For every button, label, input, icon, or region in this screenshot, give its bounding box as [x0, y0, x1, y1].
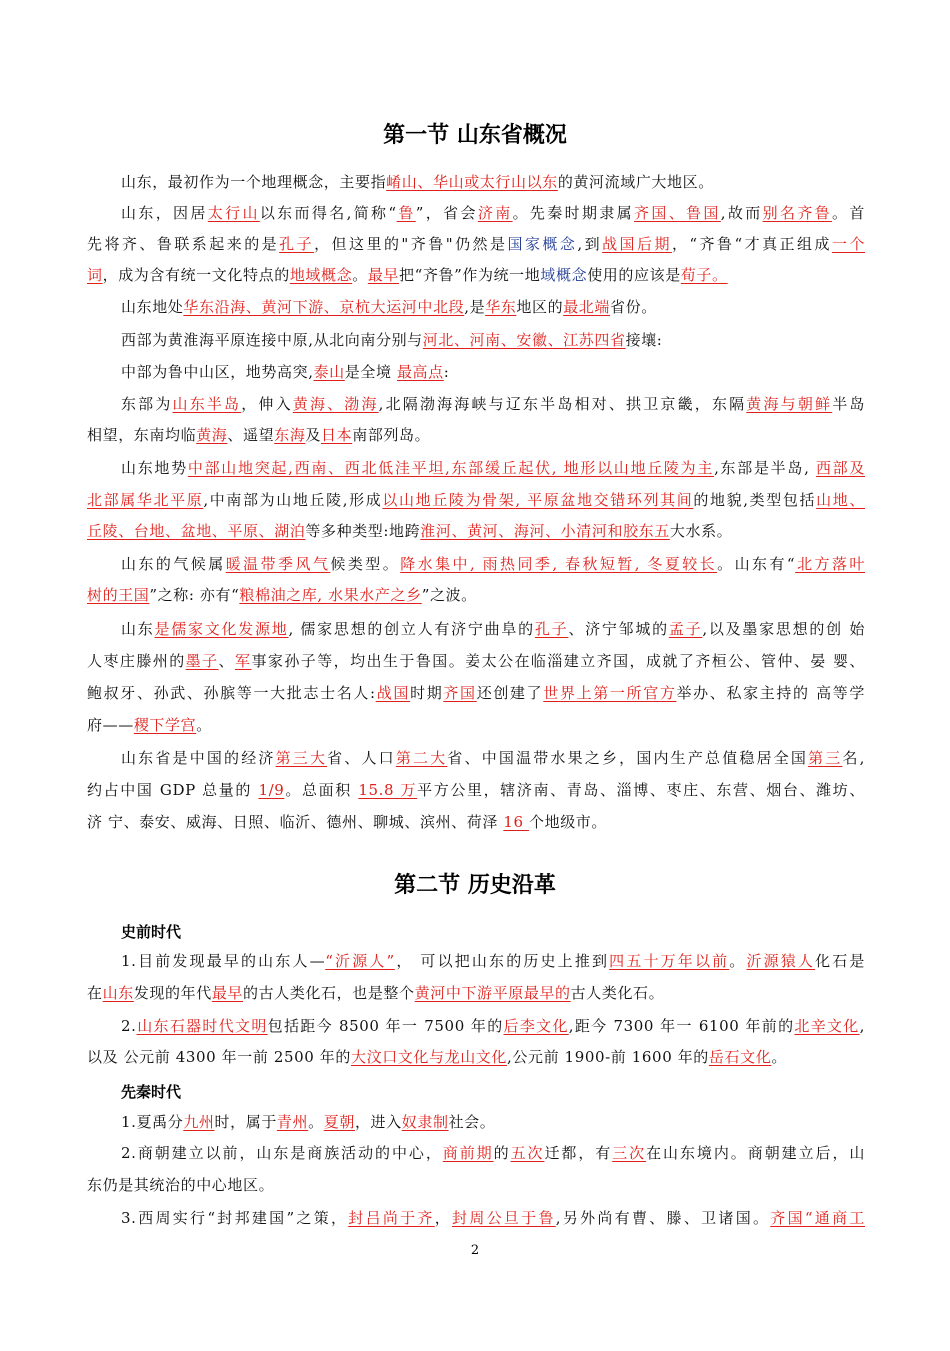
text-run: 在	[87, 984, 103, 1002]
prehistoric-line-4	[87, 1047, 865, 1067]
page-number: 2	[470, 1243, 480, 1258]
text-run: 、济宁邹城的	[568, 620, 669, 638]
prehistoric-line-1	[121, 951, 865, 971]
text-run: 府——	[87, 716, 134, 734]
highlighted-keyword: 河北、河南、安徽、江苏四省	[422, 331, 626, 349]
highlighted-keyword: 是儒家文化发源地	[154, 620, 289, 638]
overview-line-3	[87, 234, 865, 254]
text-run: 3.西周实行“封邦建国”之策，	[121, 1209, 349, 1227]
text-run: 接壤:	[625, 331, 663, 349]
pre-qin-line-2	[121, 1143, 865, 1163]
prehistoric-line-3	[121, 1016, 865, 1036]
highlighted-keyword: 一个	[831, 235, 866, 253]
text-run: 名,	[842, 749, 865, 767]
highlighted-keyword: 封吕尚于齐	[348, 1209, 435, 1227]
highlighted-keyword: 黄海	[196, 426, 228, 444]
blue-keyword: 域概念	[540, 266, 588, 284]
highlighted-keyword: 五次	[510, 1144, 545, 1162]
section-2-title: 第二节 历史沿革	[394, 873, 556, 898]
text-run: 省份。	[610, 298, 657, 316]
highlighted-keyword: 16	[503, 813, 529, 831]
text-run: 。山东有“	[717, 555, 796, 573]
text-run: 山东的气候属	[121, 555, 226, 573]
text-run: 古人类化石。	[570, 984, 665, 1002]
text-run: 。先秦时期隶属	[512, 204, 635, 222]
overview-line-1	[121, 172, 865, 192]
highlighted-keyword: 粮棉油之库, 水果水产之乡	[239, 586, 422, 604]
text-run: 省、人口	[327, 749, 396, 767]
highlighted-keyword: 后李文化	[503, 1017, 569, 1035]
text-run: 时期	[410, 684, 444, 702]
text-run: 举办、私家主持的 高等学	[676, 684, 866, 702]
text-run: 迁都，有	[544, 1144, 613, 1162]
text-run: 时，属于	[214, 1113, 277, 1131]
text-run: ,另外尚有曹、滕、卫诸国。	[555, 1209, 771, 1227]
highlighted-keyword: 日本	[321, 426, 353, 444]
text-run: 约占中国 GDP 总量的	[87, 781, 259, 799]
overview-line-5	[121, 297, 865, 317]
text-run: ，但这里的"齐鲁"仍然是	[314, 235, 508, 253]
text-run: 。	[352, 266, 368, 284]
highlighted-keyword: “沂源人”	[325, 952, 395, 970]
text-run: ”之波。	[421, 586, 477, 604]
overview-line-20	[87, 780, 865, 800]
text-run: 个地级市。	[529, 813, 608, 831]
highlighted-keyword: 最北端	[563, 298, 611, 316]
text-run: 的黄河流域广大地区。	[557, 173, 714, 191]
text-run: 使用的应该是	[587, 266, 681, 284]
text-run: 2.商朝建立以前，山东是商族活动的中心，	[121, 1144, 443, 1162]
highlighted-keyword: 华东沿海、黄河下游、京杭大运河中北段	[183, 298, 465, 316]
text-run: ,到	[577, 235, 603, 253]
overview-line-13	[121, 554, 865, 574]
highlighted-keyword: 孔子	[534, 620, 569, 638]
overview-line-9	[87, 425, 865, 445]
highlighted-keyword: 黄河中下游平原最早的	[414, 984, 571, 1002]
text-run: 以及 公元前 4300 年一前 2500 年的	[87, 1048, 351, 1066]
highlighted-keyword: 第三	[808, 749, 843, 767]
text-run: 等多种类型:地跨	[305, 522, 421, 540]
text-run: 还创建了	[476, 684, 544, 702]
text-run: ,东部是半岛,	[714, 459, 816, 477]
highlighted-keyword: 暖温带季风气	[225, 555, 331, 573]
highlighted-keyword: 夏朝	[323, 1113, 355, 1131]
text-run: 先将齐、鲁联系起来的是	[87, 235, 280, 253]
text-run: 。首	[832, 204, 865, 222]
text-run: 化石是	[815, 952, 865, 970]
highlighted-keyword: 淮河、黄河、海河、小清河和胶东五	[420, 522, 670, 540]
text-run: 是全境	[344, 363, 397, 381]
section-1-title: 第一节 山东省概况	[383, 123, 567, 148]
prehistoric-line-2	[87, 983, 865, 1003]
highlighted-keyword: 岳石文化	[708, 1048, 772, 1066]
text-run: 南部列岛。	[352, 426, 431, 444]
highlighted-keyword: 华东	[485, 298, 517, 316]
text-run: 、遥望	[227, 426, 275, 444]
text-run: ，成为含有统一文化特点的	[102, 266, 290, 284]
text-run: 鲍叔牙、孙武、孙膑等一大批志士名人:	[87, 684, 376, 702]
text-run: 山东省是中国的经济	[121, 749, 276, 767]
text-run: 及	[305, 426, 322, 444]
highlighted-keyword: 山东石器时代文明	[136, 1017, 268, 1035]
text-run: 半岛	[832, 395, 865, 413]
highlighted-keyword: 山东	[102, 984, 134, 1002]
pre-qin-line-4	[121, 1208, 865, 1228]
highlighted-keyword: 墨子	[185, 652, 219, 670]
overview-line-15	[121, 619, 865, 639]
text-run: 山东地处	[121, 298, 184, 316]
subheading-pre-qin: 先秦时代	[121, 1083, 182, 1101]
text-run: ,公元前 1900-前 1600 年的	[507, 1048, 709, 1066]
text-run: ，	[434, 1209, 453, 1227]
text-run: ,中南部为山地丘陵,形成	[203, 491, 383, 509]
highlighted-keyword: 崤山、华山或太行山以东	[386, 173, 558, 191]
overview-line-8	[121, 394, 865, 414]
text-run: 中部为鲁中山区，地势高突,	[121, 363, 314, 381]
highlighted-keyword: 九州	[183, 1113, 215, 1131]
highlighted-keyword: 最早	[211, 984, 244, 1002]
highlighted-keyword: 世界上第一所官方	[543, 684, 677, 702]
highlighted-keyword: 第三大	[275, 749, 328, 767]
highlighted-keyword: 孔子	[279, 235, 315, 253]
overview-line-17	[87, 683, 865, 703]
overview-line-18	[87, 715, 865, 735]
text-run: , 儒家思想的创立人有济宁曲阜的	[288, 620, 535, 638]
text-run: ，“齐鲁“才真正组成	[671, 235, 832, 253]
highlighted-keyword: 词	[87, 266, 103, 284]
text-run: 事家孙子等，均出生于鲁国。姜太公在临淄建立齐国，成就了齐桓公、管仲、晏 婴、	[251, 652, 866, 670]
text-run: 山东，最初作为一个地理概念，主要指	[121, 173, 387, 191]
text-run: 1.夏禹分	[121, 1113, 184, 1131]
highlighted-keyword: 北辛文化	[794, 1017, 860, 1035]
text-run: 地区的	[516, 298, 564, 316]
text-run: 济 宁、泰安、威海、日照、临沂、德州、聊城、滨州、荷泽	[87, 813, 504, 831]
highlighted-keyword: 沂源猿人	[746, 952, 816, 970]
highlighted-keyword: 荀子。	[680, 266, 728, 284]
text-run: 以东而得名,简称“	[259, 204, 397, 222]
text-run: 东部为	[121, 395, 173, 413]
highlighted-keyword: 青州	[276, 1113, 309, 1131]
subheading-prehistoric: 史前时代	[121, 923, 182, 941]
highlighted-keyword: 齐国	[443, 684, 477, 702]
highlighted-keyword: 四五十万年以前	[609, 952, 730, 970]
highlighted-keyword: 战国后期	[602, 235, 672, 253]
highlighted-keyword: 太行山	[207, 204, 260, 222]
blue-keyword: 国家概念	[507, 235, 578, 253]
highlighted-keyword: 战国	[375, 684, 411, 702]
highlighted-keyword: 封周公旦于鲁	[452, 1209, 556, 1227]
highlighted-keyword: 最高点	[396, 363, 444, 381]
highlighted-keyword: 西部及	[815, 459, 865, 477]
text-run: 2.	[121, 1017, 137, 1035]
overview-line-4	[87, 265, 865, 285]
highlighted-keyword: 大汶口文化与龙山文化	[351, 1048, 508, 1066]
text-run: 的地貌,类型包括	[693, 491, 817, 509]
highlighted-keyword: 中部山地突起,西南、西北低洼平坦,东部缓丘起伏, 地形以山地丘陵为主	[187, 459, 715, 477]
text-run: 省、中国温带水果之乡，国内生产总值稳居全国	[447, 749, 809, 767]
text-run: 大水系。	[669, 522, 733, 540]
pre-qin-line-1	[121, 1112, 865, 1132]
highlighted-keyword: 商前期	[442, 1144, 494, 1162]
text-run: 、	[218, 652, 235, 670]
text-run: ,距今 7300 年一 6100 年前的	[568, 1017, 795, 1035]
text-run: ，进入	[354, 1113, 402, 1131]
highlighted-keyword: 山地、	[816, 491, 865, 509]
highlighted-keyword: 鲁	[396, 204, 416, 222]
text-run: 在山东境内。商朝建立后，山	[646, 1144, 865, 1162]
text-run: ,故而	[720, 204, 763, 222]
overview-line-10	[121, 458, 865, 478]
highlighted-keyword: 丘陵、台地、盆地、平原、湖泊	[87, 522, 306, 540]
overview-line-11	[87, 490, 865, 510]
text-run: 相望，东南均临	[87, 426, 197, 444]
text-run: 把“齐鲁”作为统一地	[399, 266, 541, 284]
highlighted-keyword: 孟子	[668, 620, 703, 638]
highlighted-keyword: 最早	[367, 266, 400, 284]
highlighted-keyword: 泰山	[313, 363, 345, 381]
text-run: 候类型。	[330, 555, 401, 573]
text-run: ,北隔渤海海峡与辽东半岛相对、拱卫京畿，东隔	[378, 395, 747, 413]
text-run: 东仍是其统治的中心地区。	[87, 1176, 275, 1194]
text-run: 西部为黄淮海平原连接中原,从北向南分别与	[121, 331, 423, 349]
text-run: 平方公里，辖济南、青岛、淄博、枣庄、东营、烟台、潍坊、	[417, 781, 865, 799]
text-run: 社会。	[448, 1113, 496, 1131]
text-run: 。	[771, 1048, 787, 1066]
highlighted-keyword: 地域概念	[289, 266, 353, 284]
text-run: 。总面积	[284, 781, 359, 799]
highlighted-keyword: 树的王国	[87, 586, 150, 604]
text-run: :	[443, 363, 450, 381]
highlighted-keyword: 齐国“通商工	[770, 1209, 865, 1227]
highlighted-keyword: 奴隶制	[401, 1113, 449, 1131]
highlighted-keyword: 齐国、鲁国	[634, 204, 721, 222]
text-run: 。	[729, 952, 747, 970]
text-run: ，伸入	[241, 395, 293, 413]
text-run: ， 可以把山东的历史上推到	[394, 952, 610, 970]
highlighted-keyword: 北部属华北平原	[87, 491, 204, 509]
overview-line-21	[87, 812, 865, 832]
highlighted-keyword: 1/9	[258, 781, 285, 799]
text-run: 。	[308, 1113, 324, 1131]
text-run: 山东，因居	[121, 204, 208, 222]
highlighted-keyword: 军	[234, 652, 252, 670]
highlighted-keyword: 山东半岛	[172, 395, 242, 413]
overview-line-7	[121, 362, 865, 382]
highlighted-keyword: 济南	[477, 204, 513, 222]
text-run: 包括距今 8500 年一 7500 年的	[267, 1017, 504, 1035]
overview-line-6	[121, 330, 865, 350]
text-run: ,是	[464, 298, 486, 316]
highlighted-keyword: 降水集中, 雨热同季, 春秋短暂, 冬夏较长	[400, 555, 718, 573]
overview-line-14	[87, 585, 865, 605]
overview-line-19	[121, 748, 865, 768]
text-run: ”，省会	[415, 204, 478, 222]
overview-line-12	[87, 521, 865, 541]
highlighted-keyword: 第二大	[395, 749, 448, 767]
text-run: 发现的年代	[133, 984, 212, 1002]
text-run: ,	[859, 1017, 865, 1035]
highlighted-keyword: 北方落叶	[795, 555, 866, 573]
overview-line-2	[121, 203, 865, 223]
highlighted-keyword: 别名齐鲁	[762, 204, 833, 222]
text-run: 的古人类化石，也是整个	[243, 984, 415, 1002]
highlighted-keyword: 三次	[612, 1144, 647, 1162]
text-run: 的	[493, 1144, 511, 1162]
highlighted-keyword: 黄海与朝鲜	[746, 395, 833, 413]
text-run: ,以及墨家思想的创 始	[702, 620, 865, 638]
text-run: 人枣庄滕州的	[87, 652, 186, 670]
text-run: 。	[196, 716, 212, 734]
text-run: 山东地势	[121, 459, 188, 477]
highlighted-keyword: 稷下学宫	[133, 716, 197, 734]
text-run: 山东	[121, 620, 155, 638]
text-run: 1.目前发现最早的山东人—	[121, 952, 326, 970]
highlighted-keyword: 以山地丘陵为骨架, 平原盆地交错环列其间	[382, 491, 694, 509]
pre-qin-line-3	[87, 1175, 865, 1195]
highlighted-keyword: 15.8 万	[358, 781, 418, 799]
text-run: ”之称: 亦有“	[149, 586, 240, 604]
highlighted-keyword: 东海	[274, 426, 306, 444]
highlighted-keyword: 黄海、渤海	[292, 395, 379, 413]
overview-line-16	[87, 651, 865, 671]
